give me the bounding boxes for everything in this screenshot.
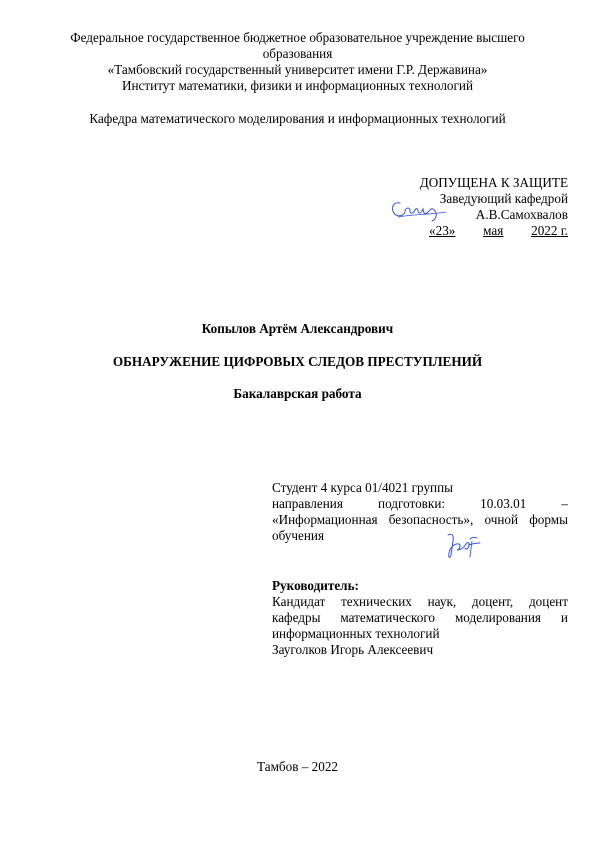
supervisor-name: Зауголков Игорь Алексеевич xyxy=(272,642,434,657)
student-line-3-word: «Информационная xyxy=(272,512,378,527)
supervisor-line-1-word: наук, xyxy=(427,594,457,609)
supervisor-line-2-word: кафедры xyxy=(272,610,321,625)
student-line-2-word: подготовки: xyxy=(378,496,446,511)
supervisor-line-1-word: Кандидат xyxy=(272,594,326,609)
institution-line-1: Федеральное государственное бюджетное образовательное учреждение высшего xyxy=(70,30,525,45)
student-info xyxy=(272,480,568,544)
student-line-3-word: очной xyxy=(484,512,519,527)
approval-date-month: мая xyxy=(483,223,504,238)
supervisor-line-1-word: доцент, xyxy=(471,594,514,609)
work-type: Бакалаврская работа xyxy=(233,386,362,401)
approval-position: Заведующий кафедрой xyxy=(439,191,568,206)
university-name: «Тамбовский государственный университет имени Г.Р. Державина» xyxy=(107,62,488,77)
supervisor-line-2-word: математического xyxy=(340,610,436,625)
department-name: Кафедра математического моделирования и информационных технологий xyxy=(89,111,506,126)
supervisor-line-2-word: и xyxy=(560,610,568,625)
student-line-1: Студент 4 курса 01/4021 группы xyxy=(272,480,454,495)
supervisor-line-1 xyxy=(272,594,568,610)
student-line-4: обучения xyxy=(272,528,325,543)
supervisor-line-2-word: моделирования xyxy=(454,610,541,625)
student-signature xyxy=(442,531,484,561)
author-name: Копылов Артём Александрович xyxy=(201,321,394,336)
student-line-2-word: – xyxy=(561,496,568,511)
supervisor-line-2 xyxy=(272,610,568,626)
student-line-2-word: направления xyxy=(272,496,343,511)
approval-date xyxy=(429,223,568,239)
student-line-3-word: формы xyxy=(529,512,568,527)
supervisor-info xyxy=(272,578,568,658)
supervisor-line-1-word: доцент xyxy=(528,594,568,609)
approval-date-day: «23» xyxy=(429,223,456,238)
institute-name: Институт математики, физики и информационных технологий xyxy=(121,78,474,93)
approval-name: А.В.Самохвалов xyxy=(475,207,568,222)
approval-status: ДОПУЩЕНА К ЗАЩИТЕ xyxy=(419,175,568,190)
supervisor-line-3: информационных технологий xyxy=(272,626,440,641)
institution-line-2: образования xyxy=(262,46,333,61)
student-line-2-word: 10.03.01 xyxy=(480,496,527,511)
head-of-department-signature xyxy=(388,197,450,223)
thesis-title: ОБНАРУЖЕНИЕ ЦИФРОВЫХ СЛЕДОВ ПРЕСТУПЛЕНИЙ xyxy=(112,354,483,369)
institution-header xyxy=(0,30,595,94)
student-line-3-word: безопасность», xyxy=(388,512,474,527)
approval-date-year: 2022 г. xyxy=(531,223,568,238)
supervisor-heading: Руководитель: xyxy=(272,578,359,593)
city-year: Тамбов – 2022 xyxy=(256,759,339,774)
student-line-3 xyxy=(272,512,568,528)
student-line-2 xyxy=(272,496,568,512)
supervisor-line-1-word: технических xyxy=(341,594,412,609)
